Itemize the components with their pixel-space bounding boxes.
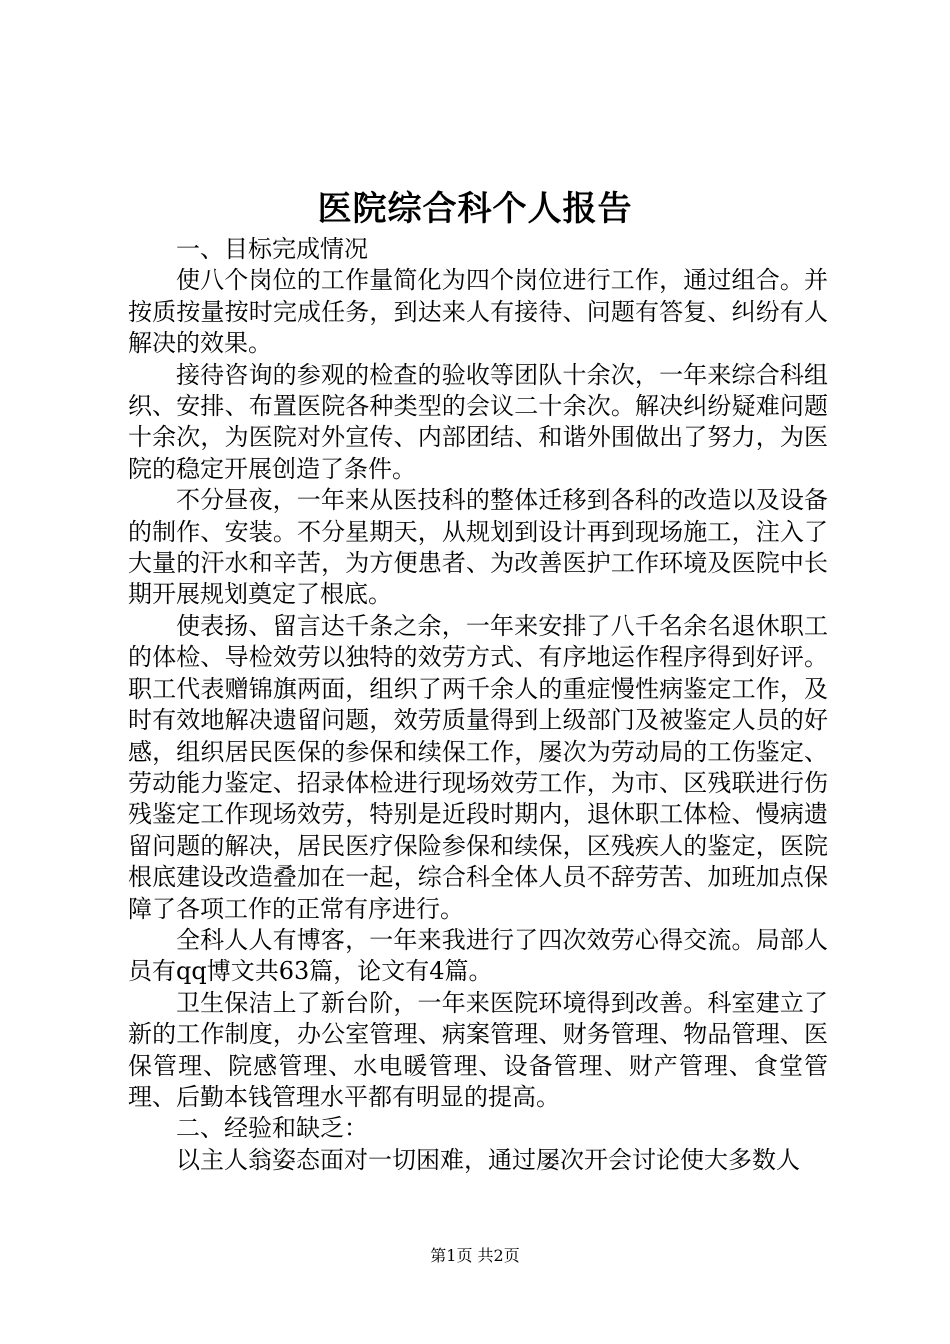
section-heading: 二、经验和缺乏：: [176, 1114, 368, 1143]
section-heading: 一、目标完成情况: [176, 235, 368, 263]
paragraph: 使八个岗位的工作量简化为四个岗位进行工作，通过组合。并按质按量按时完成任务，到达来人有接待、问题有答复、纠纷有人解决的效果。: [128, 266, 828, 358]
document-body: [128, 234, 828, 1176]
page-number-footer: 第1页 共2页: [430, 1246, 520, 1265]
document-title: 医院综合科个人报告: [317, 189, 633, 229]
paragraph: 接待咨询的参观的检查的验收等团队十余次，一年来综合科组织、安排、布置医院各种类型的会议二十余次。解决纠纷疑难问题十余次，为医院对外宣传、内部团结、和谐外围做出了努力，为医院的稳定开展创造了条件。: [128, 360, 828, 483]
paragraph: 使表扬、留言达千条之余，一年来安排了八千名余名退休职工的体检、导检效劳以独特的效劳方式、有序地运作程序得到好评。职工代表赠锦旗两面，组织了两千余人的重症慢性病鉴定工作，及时有效地解决遗留问题，效劳质量得到上级部门及被鉴定人员的好感，组织居民医保的参保和续保工作，屡次为劳动局的工伤鉴定、劳动能力鉴定、招录体检进行现场效劳工作，为市、区残联进行伤残鉴定工作现场效劳，特别是近段时期内，退休职工体检、慢病遗留问题的解决，居民医疗保险参保和续保，区残疾人的鉴定，医院根底建设改造叠加在一起，综合科全体人员不辞劳苦、加班加点保障了各项工作的正常有序进行。: [128, 611, 828, 923]
paragraph: 全科人人有博客，一年来我进行了四次效劳心得交流。局部人员有qq博文共63篇，论文有4篇。: [128, 925, 828, 986]
paragraph: 以主人翁姿态面对一切困难，通过屡次开会讨论使大多数人: [176, 1145, 800, 1174]
paragraph: 卫生保洁上了新台阶，一年来医院环境得到改善。科室建立了新的工作制度，办公室管理、病案管理、财务管理、物品管理、医保管理、院感管理、水电暖管理、设备管理、财产管理、食堂管理、后勤本钱管理水平都有明显的提高。: [128, 988, 828, 1111]
paragraph: 不分昼夜，一年来从医技科的整体迁移到各科的改造以及设备的制作、安装。不分星期天，从规划到设计再到现场施工，注入了大量的汗水和辛苦，为方便患者、为改善医护工作环境及医院中长期开展规划奠定了根底。: [128, 486, 828, 609]
